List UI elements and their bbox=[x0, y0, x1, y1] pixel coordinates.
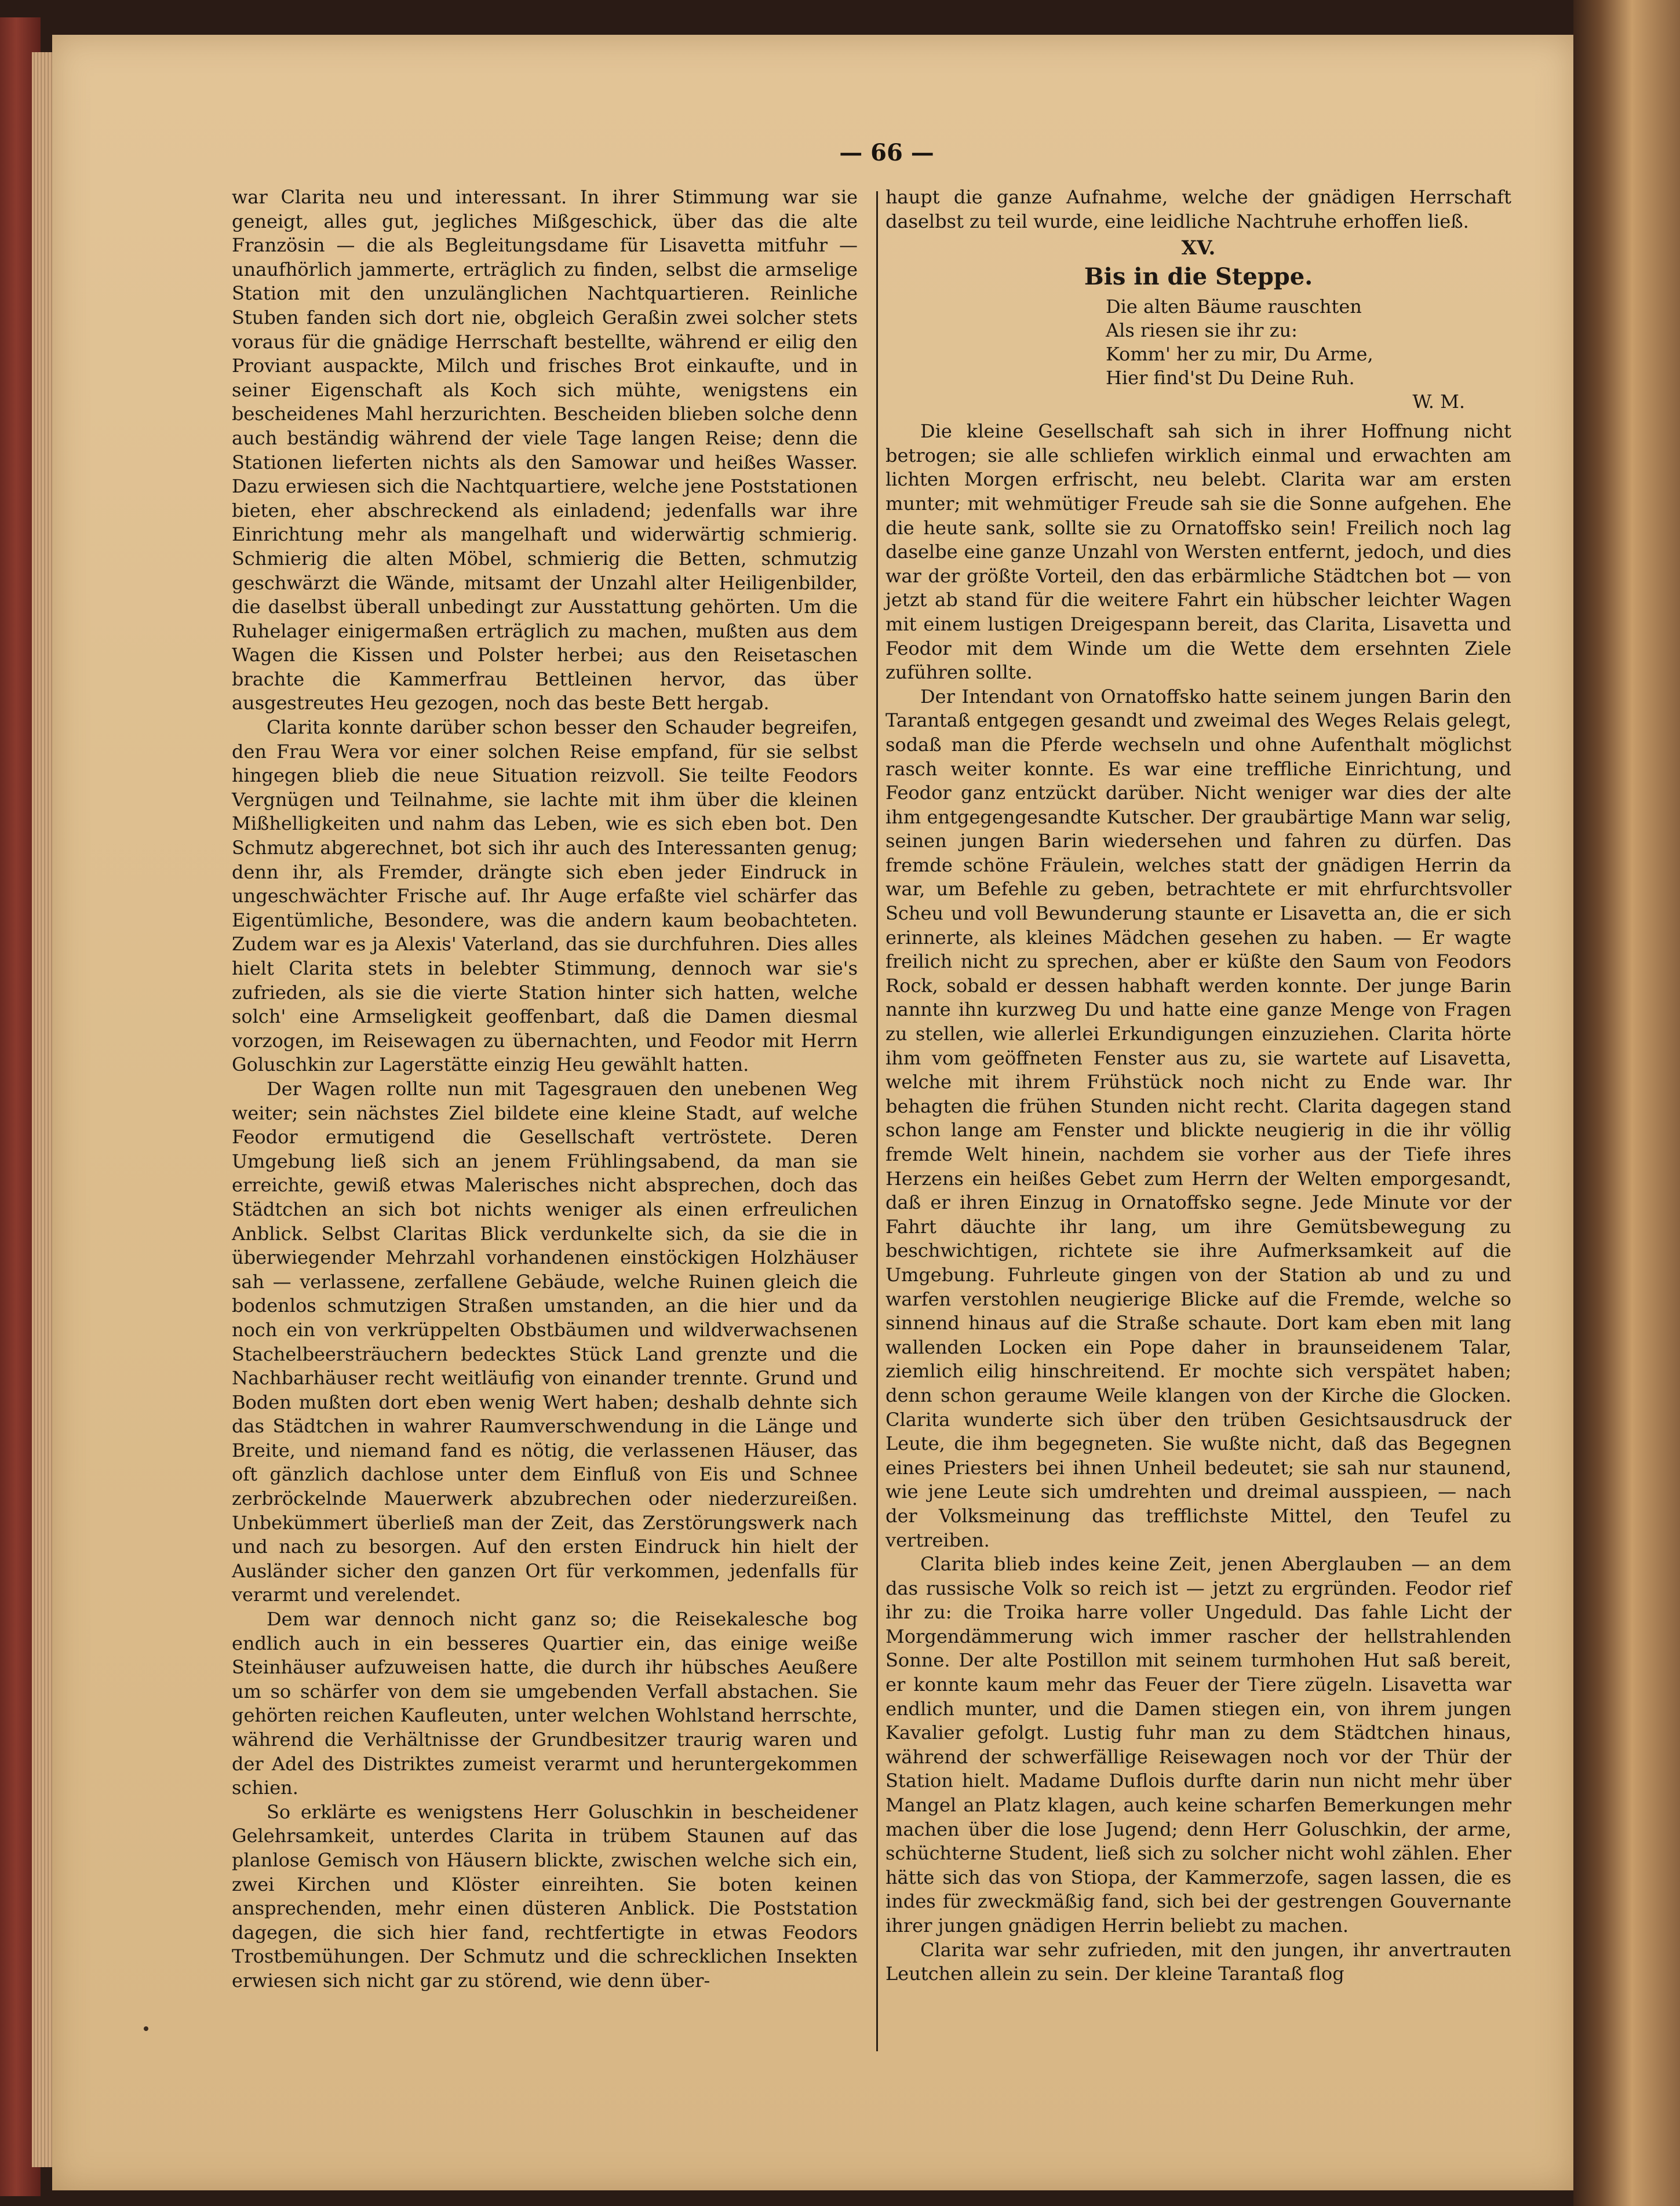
page-edges-left bbox=[32, 52, 55, 2167]
paragraph: So erklärte es wenigstens Herr Goluschkin in bescheidener Gelehrsamkeit, unterdes Clarita in trübem Staunen auf das planlose Gemisch von Häusern blickte, zwischen welche sich ein, zwei Kirchen und Klöster einreihten. Sie boten keinen ansprechenden, mehr einen düsteren Anblick. Die Poststation dagegen, die sich hier fand, rechtfertigte in etwas Feodors Trostbemühungen. Der Schmutz und die schrecklichen Insekten erwiesen sich nicht gar zu störend, wie denn über- bbox=[232, 1800, 858, 1992]
paragraph: war Clarita neu und interessant. In ihrer Stimmung war sie geneigt, alles gut, jegliches Mißgeschick, über das die alte Französin — die als Begleitungsdame für Lisavetta mitfuhr — unaufhörlich jammerte, erträglich zu finden, selbst die armselige Station mit den unzulänglichen Nachtquartieren. Reinliche Stuben fanden sich dort nie, obgleich Geraßin zwei solcher stets voraus für die gnädige Herrschaft bestellte, während er eilig den Proviant auspackte, Milch und frisches Brot einkaufte, und in seiner Eigenschaft als Koch sich mühte, wenigstens ein bescheidenes Mahl herzurichten. Bescheiden blieben solche denn auch beständig während der viele Tage langen Reise; denn die Stationen lieferten nichts als den Samowar und heißes Wasser. Dazu erwiesen sich die Nachtquartiere, welche jene Poststationen bieten, eher abschreckend als einladend; jedenfalls war ihre Einrichtung mehr als mangelhaft und widerwärtig schmierig. Schmierig die alten Möbel, schmierig die Betten, schmutzig geschwärzt die Wände, mitsamt der Unzahl alter Heiligenbilder, die daselbst überall unbedingt zur Ausstattung gehörten. Um die Ruhelager einigermaßen erträglich zu machen, mußten aus dem Wagen die Kissen und Polster herbei; aus den Reisetaschen brachte die Kammerfrau Bettleinen hervor, das über ausgestreutes Heu gezogen, noch das beste Bett hergab. bbox=[232, 186, 858, 714]
paragraph: Dem war dennoch nicht ganz so; die Reisekalesche bog endlich auch in ein besseres Quartier ein, das einige weiße Steinhäuser aufzuweisen hatte, die durch ihr hübsches Aeußere um so schärfer von dem sie umgebenden Verfall abstachen. Sie gehörten reichen Kaufleuten, unter welchen Wohlstand herrschte, während die Verhältnisse der Grundbesitzer traurig waren und der Adel des Distriktes zumeist verarmt und heruntergekommen schien. bbox=[232, 1608, 858, 1799]
paragraph: Clarita war sehr zufrieden, mit den jungen, ihr anvertrauten Leutchen allein zu sein. Der kleine Tarantaß flog bbox=[885, 1938, 1511, 1985]
chapter-number: XV. bbox=[1181, 236, 1216, 260]
right-column bbox=[885, 185, 1511, 1986]
paragraph: Clarita blieb indes keine Zeit, jenen Aberglauben — an dem das russische Volk so reich ist — jetzt zu ergründen. Feodor rief ihr zu: die Troika harre voller Ungeduld. Das fahle Licht der Morgendämmerung wich immer rascher der hellstrahlenden Sonne. Der alte Postillon mit seinem turmhohen Hut saß bereit, er konnte kaum mehr das Feuer der Tiere zügeln. Lisavetta war endlich munter, und die Damen stiegen ein, von ihrem jungen Kavalier gefolgt. Lustig fuhr man zu dem Städtchen hinaus, während der schwerfällige Reisewagen noch vor der Thür der Station hielt. Madame Duflois durfte darin nun nicht mehr über Mangel an Platz klagen, auch keine scharfen Bemerkungen mehr machen über die lose Jugend; denn Herr Goluschkin, der arme, schüchterne Student, ließ sich zu solcher nicht wohl zählen. Eher hätte sich das von Stiopa, der Kammerzofe, sagen lassen, die es indes für zweckmäßig fand, sich bei der gestrengen Gouvernante ihrer jungen gnädigen Herrin beliebt zu machen. bbox=[885, 1553, 1511, 1937]
verse-line: Als riesen sie ihr zu: bbox=[1106, 319, 1298, 342]
verse-line: Die alten Bäume rauschten bbox=[1106, 296, 1362, 318]
paragraph: haupt die ganze Aufnahme, welche der gnädigen Herrschaft daselbst zu teil wurde, eine leidliche Nachtruhe erhoffen ließ. bbox=[885, 186, 1511, 232]
verse-line: Komm' her zu mir, Du Arme, bbox=[1106, 343, 1373, 366]
book-spine-right bbox=[1573, 0, 1680, 2206]
paragraph: Der Wagen rollte nun mit Tagesgrauen den unebenen Weg weiter; sein nächstes Ziel bildete eine kleine Stadt, auf welche Feodor ermutigend die Gesellschaft vertröstete. Deren Umgebung ließ sich an jenem Frühlingsabend, da man sie erreichte, gewiß etwas Malerisches nicht absprechen, doch das Städtchen an sich bot nichts weniger als einen erfreulichen Anblick. Selbst Claritas Blick verdunkelte sich, da sie die in überwiegender Mehrzahl vorhandenen einstöckigen Holzhäuser sah — verlassene, zerfallene Gebäude, welche Ruinen gleich die bodenlos schmutzigen Straßen umstanden, an die hier und da noch ein von verkrüppelten Obstbäumen und wildverwachsenen Stachelbeersträuchern bedecktes Stück Land grenzte und die Nachbarhäuser recht weitläufig von einander trennte. Grund und Boden mußten dort eben wenig Wert haben; deshalb dehnte sich das Städtchen in wahrer Raumverschwendung in die Länge und Breite, und niemand fand es nötig, die verlassenen Häuser, das oft gänzlich dachlose unter dem Einfluß von Eis und Schnee zerbröckelnde Mauerwerk abzubrechen oder niederzureißen. Unbekümmert überließ man der Zeit, das Zerstörungswerk nach und nach zu besorgen. Auf den ersten Eindruck hin hielt der Ausländer sicher den ganzen Ort für verkommen, jedenfalls für verarmt und verelendet. bbox=[232, 1077, 858, 1606]
paragraph: Clarita konnte darüber schon besser den Schauder begreifen, den Frau Wera vor einer solchen Reise empfand, für sie selbst hingegen blieb die neue Situation reizvoll. Sie teilte Feodors Vergnügen und Teilnahme, sie lachte mit ihm über die kleinen Mißhelligkeiten und nahm das Leben, wie es sich eben bot. Den Schmutz abgerechnet, bot sich ihr auch des Interessanten genug; denn ihr, als Fremder, drängte sich eben jeder Eindruck in ungeschwächter Frische auf. Ihr Auge erfaßte viel schärfer das Eigentümliche, Besondere, was die andern kaum beobachteten. Zudem war es ja Alexis' Vaterland, das sie durchfuhren. Dies alles hielt Clarita stets in belebter Stimmung, dennoch war sie's zufrieden, als sie die vierte Station hinter sich hatten, welche solch' eine Armseligkeit geoffenbart, daß die Damen diesmal vorzogen, im Reisewagen zu übernachten, und Feodor mit Herrn Goluschkin zur Lagerstätte einzig Heu gewählt hatten. bbox=[232, 716, 858, 1076]
paragraph: Die kleine Gesellschaft sah sich in ihrer Hoffnung nicht betrogen; sie alle schliefen wirklich einmal und erwachten am lichten Morgen erfrischt, neu belebt. Clarita war am ersten munter; mit wehmütiger Freude sah sie die Sonne aufgehen. Ehe die heute sank, sollte sie zu Ornatoffsko sein! Freilich noch lag daselbe eine ganze Unzahl von Wersten entfernt, jedoch, und dies war der größte Vorteil, den das erbärmliche Städtchen bot — von jetzt ab stand für die weitere Fahrt ein hübscher leichter Wagen mit einem lustigen Dreigespann bereit, das Clarita, Lisavetta und Feodor mit dem Winde um die Wette dem ersehnten Ziele zuführen sollte. bbox=[885, 420, 1511, 684]
paragraph: Der Intendant von Ornatoffsko hatte seinem jungen Barin den Tarantaß entgegen gesandt und zweimal des Weges Relais gelegt, sodaß man die Pferde wechseln und ohne Aufenthalt möglichst rasch weiter konnte. Es war eine treffliche Einrichtung, und Feodor ganz entzückt darüber. Nicht weniger war dies der alte ihm entgegengesandte Kutscher. Der graubärtige Mann war selig, seinen jungen Barin wiedersehen und fahren zu dürfen. Das fremde schöne Fräulein, welches statt der gnädigen Herrin da war, um Befehle zu geben, betrachtete er mit ehrfurchtsvoller Scheu und voll Bewunderung staunte er Lisavetta an, die er sich erinnerte, als kleines Mädchen gesehen zu haben. — Er wagte freilich nicht zu sprechen, aber er küßte den Saum von Feodors Rock, sobald er dessen habhaft werden konnte. Der junge Barin nannte ihn kurzweg Du und hatte eine ganze Menge von Fragen zu stellen, wie allerlei Erkundigungen einzuziehen. Clarita hörte ihm vom geöffneten Fenster aus zu, sie wartete auf Lisavetta, welche mit ihrem Frühstück noch nicht zu Ende war. Ihr behagten die frühen Stunden nicht recht. Clarita dagegen stand schon lange am Fenster und blickte neugierig in die ihr völlig fremde Welt hinein, nachdem sie vorher aus der Tiefe ihres Herzens ein heißes Gebet zum Herrn der Welten emporgesandt, daß er ihren Einzug in Ornatoffsko segne. Jede Minute vor der Fahrt däuchte ihr lang, um ihre Gemütsbewegung zu beschwichtigen, richtete sie ihre Aufmerksamkeit auf die Umgebung. Fuhrleute gingen von der Station ab und zu und warfen verstohlen neugierige Blicke auf die Fremde, welche so sinnend hinaus auf die Straße schaute. Dort kam eben mit lang wallenden Locken ein Pope daher in braunseidenem Talar, ziemlich eilig hinschreitend. Er mochte sich verspätet haben; denn schon geraume Weile klangen von der Kirche die Glocken. Clarita wunderte sich über den trüben Gesichtsausdruck der Leute, die ihm begegneten. Sie wußte nicht, daß das Begegnen eines Priesters bei ihnen Unheil bedeutet; sie sah nur staunend, wie jene Leute sich umdrehten und dreimal ausspieen, — nach der Volksmeinung das trefflichste Mittel, den Teufel zu vertreiben. bbox=[885, 685, 1511, 1551]
column-divider bbox=[876, 191, 878, 2051]
epigraph-verse bbox=[885, 295, 1511, 390]
margin-dot bbox=[144, 2026, 148, 2031]
epigraph-signature: W. M. bbox=[1412, 391, 1465, 413]
left-column bbox=[232, 185, 858, 1993]
chapter-title: Bis in die Steppe. bbox=[1084, 263, 1313, 291]
page-number: — 66 — bbox=[839, 139, 934, 166]
verse-line: Hier find'st Du Deine Ruh. bbox=[1106, 367, 1355, 389]
